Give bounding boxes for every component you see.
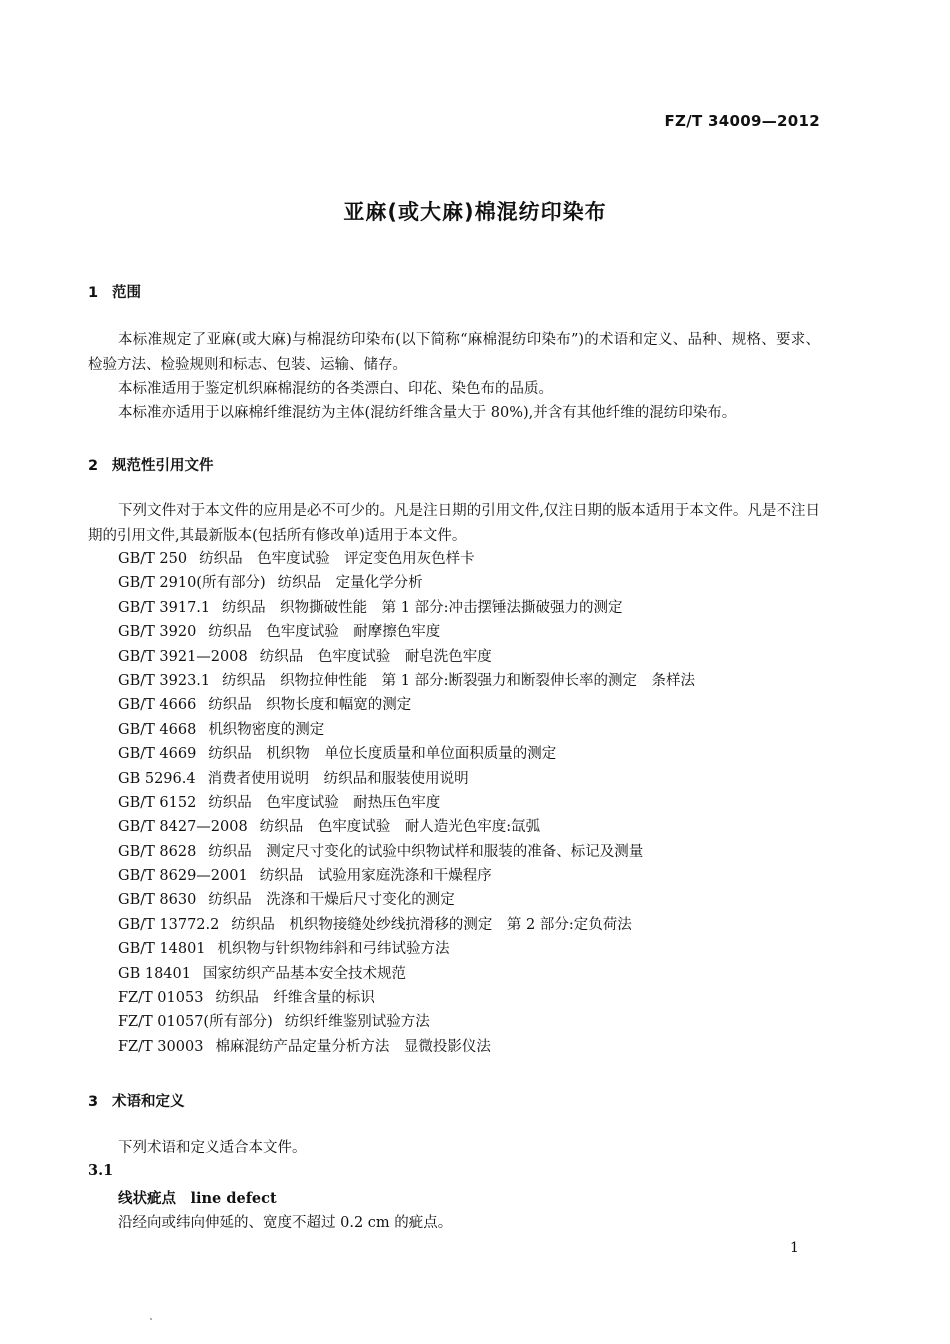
reference-item: [118, 937, 695, 961]
reference-code: FZ/T 01053: [118, 990, 204, 1007]
reference-title: 纺织品 织物撕破性能 第 1 部分:冲击摆锤法撕破强力的测定: [222, 599, 623, 616]
reference-item: [118, 864, 695, 888]
reference-title: 纺织纤维鉴别试验方法: [284, 1014, 430, 1031]
reference-item: [118, 962, 695, 986]
reference-title: 纺织品 测定尺寸变化的试验中织物试样和服装的准备、标记及测量: [208, 843, 644, 860]
reference-list: [118, 547, 695, 1059]
scope-paragraph-1: 本标准规定了亚麻(或大麻)与棉混纺印染布(以下简称“麻棉混纺印染布”)的术语和定义、品种、规格、要求、检验方法、检验规则和标志、包装、运输、储存。: [88, 332, 820, 373]
page-number: 1: [790, 1240, 799, 1256]
reference-title: 机织物与针织物纬斜和弓纬试验方法: [217, 941, 450, 958]
reference-item: [118, 840, 695, 864]
reference-item: [118, 1035, 695, 1059]
section-number: 3: [88, 1094, 99, 1110]
reference-code: GB/T 2910(所有部分): [118, 575, 266, 592]
term-heading: [118, 1187, 277, 1208]
reference-title: 纺织品 色牢度试验 耐皂洗色牢度: [259, 648, 492, 665]
section-2-heading: [88, 454, 214, 475]
reference-code: GB/T 250: [118, 551, 188, 567]
reference-title: 纺织品 色牢度试验 耐人造光色牢度:氙弧: [259, 819, 541, 836]
reference-title: 纺织品 织物拉伸性能 第 1 部分:断裂强力和断裂伸长率的测定 条样法: [222, 672, 695, 689]
reference-code: GB/T 8628: [118, 843, 197, 860]
reference-item: [118, 1010, 695, 1034]
reference-title: 纺织品 机织物接缝处纱线抗滑移的测定 第 2 部分:定负荷法: [231, 916, 632, 933]
reference-code: GB/T 3917.1: [118, 599, 211, 616]
reference-item: [118, 571, 695, 595]
reference-item: [118, 986, 695, 1010]
reference-code: GB 18401: [118, 965, 191, 982]
reference-item: [118, 913, 695, 937]
references-intro: 下列文件对于本文件的应用是必不可少的。凡是注日期的引用文件,仅注日期的版本适用于本文件。凡是不注日期的引用文件,其最新版本(包括所有修改单)适用于本文件。: [88, 503, 820, 544]
reference-item: [118, 547, 695, 571]
term-definition: 沿经向或纬向伸延的、宽度不超过 0.2 cm 的疵点。: [118, 1215, 453, 1231]
reference-title: 纺织品 试验用家庭洗涤和干燥程序: [259, 868, 492, 885]
reference-item: [118, 718, 695, 742]
reference-item: [118, 888, 695, 912]
scan-speck: [150, 1318, 152, 1320]
reference-title: 机织物密度的测定: [208, 721, 325, 738]
terms-intro: 下列术语和定义适合本文件。: [118, 1140, 307, 1156]
reference-code: GB/T 8630: [118, 892, 197, 909]
reference-code: GB/T 4666: [118, 697, 197, 714]
reference-code: GB/T 6152: [118, 794, 197, 811]
term-cn: 线状疵点: [118, 1190, 176, 1207]
reference-title: 纺织品 定量化学分析: [277, 575, 423, 592]
reference-title: 纺织品 色牢度试验 耐摩擦色牢度: [208, 624, 441, 641]
reference-code: GB/T 4668: [118, 721, 197, 738]
section-title: 规范性引用文件: [112, 458, 214, 474]
reference-item: [118, 645, 695, 669]
reference-item: [118, 767, 695, 791]
section-number: 1: [88, 285, 99, 301]
reference-code: FZ/T 30003: [118, 1038, 204, 1055]
reference-code: GB/T 3921—2008: [118, 648, 248, 665]
reference-item: [118, 791, 695, 815]
section-1-heading: [88, 281, 141, 302]
reference-code: FZ/T 01057(所有部分): [118, 1014, 273, 1031]
reference-item: [118, 742, 695, 766]
reference-title: 消费者使用说明 纺织品和服装使用说明: [207, 770, 469, 787]
reference-title: 纺织品 纤维含量的标识: [215, 990, 375, 1007]
reference-code: GB/T 4669: [118, 746, 197, 763]
reference-item: [118, 815, 695, 839]
reference-code: GB/T 13772.2: [118, 916, 220, 933]
section-3-heading: [88, 1090, 185, 1111]
reference-item: [118, 620, 695, 644]
reference-code: GB/T 8427—2008: [118, 819, 248, 836]
reference-code: GB 5296.4: [118, 770, 196, 787]
reference-code: GB/T 8629—2001: [118, 868, 248, 885]
reference-item: [118, 669, 695, 693]
reference-title: 纺织品 机织物 单位长度质量和单位面积质量的测定: [208, 746, 557, 763]
reference-title: 纺织品 色牢度试验 耐热压色牢度: [208, 794, 441, 811]
reference-item: [118, 693, 695, 717]
scope-paragraph-3: 本标准亦适用于以麻棉纤维混纺为主体(混纺纤维含量大于 80%),并含有其他纤维的混纺印染布。: [118, 405, 737, 421]
reference-title: 国家纺织产品基本安全技术规范: [202, 965, 406, 982]
reference-item: [118, 596, 695, 620]
reference-title: 纺织品 洗涤和干燥后尺寸变化的测定: [208, 892, 455, 909]
reference-code: GB/T 14801: [118, 941, 206, 958]
standard-code: FZ/T 34009—2012: [664, 112, 820, 130]
reference-title: 纺织品 色牢度试验 评定变色用灰色样卡: [199, 551, 475, 567]
scope-paragraph-2: 本标准适用于鉴定机织麻棉混纺的各类漂白、印花、染色布的品质。: [118, 381, 553, 397]
section-title: 范围: [112, 285, 141, 301]
document-title: 亚麻(或大麻)棉混纺印染布: [343, 200, 607, 224]
reference-code: GB/T 3923.1: [118, 672, 211, 689]
section-title: 术语和定义: [112, 1094, 185, 1110]
reference-title: 纺织品 织物长度和幅宽的测定: [208, 697, 412, 714]
reference-title: 棉麻混纺产品定量分析方法 显微投影仪法: [215, 1038, 491, 1055]
reference-code: GB/T 3920: [118, 624, 197, 641]
term-en: line defect: [190, 1190, 277, 1207]
term-number: 3.1: [88, 1162, 114, 1179]
section-number: 2: [88, 458, 99, 474]
